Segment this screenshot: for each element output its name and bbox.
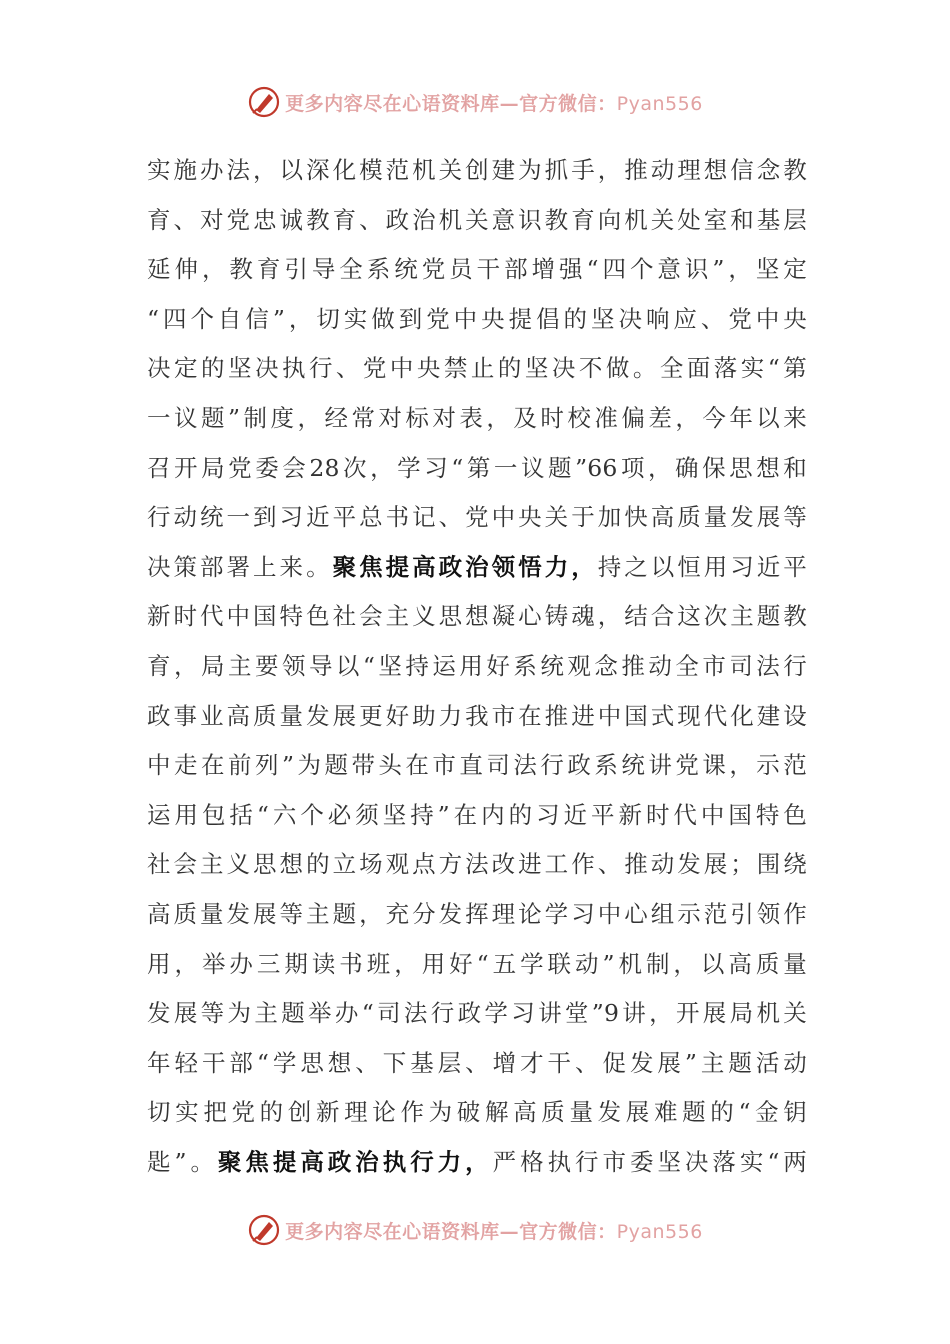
body-line: 召开局党委会28次，学习“第一议题”66项，确保思想和	[147, 453, 807, 482]
pen-nib-logo-icon	[247, 1213, 281, 1247]
header-watermark-banner	[0, 82, 950, 122]
body-line: 育、对党忠诚教育、政治机关意识教育向机关处室和基层	[147, 205, 807, 234]
body-line: 实施办法，以深化模范机关创建为抓手，推动理想信念教	[147, 156, 807, 184]
body-line: 高质量发展等主题，充分发挥理论学习中心组示范引领作	[147, 899, 807, 928]
body-line: 中走在前列”为题带头在市直司法行政系统讲党课，示范	[147, 751, 807, 780]
body-line: 新时代中国特色社会主义思想凝心铸魂，结合这次主题教	[147, 602, 807, 631]
body-line: 发展等为主题举办“司法行政学习讲堂”9讲，开展局机关	[147, 999, 807, 1028]
body-line: 一议题”制度，经常对标对表，及时校准偏差，今年以来	[147, 403, 807, 432]
body-line: 社会主义思想的立场观点方法改进工作、推动发展；围绕	[147, 850, 807, 879]
watermark-text-cn: 更多内容尽在心语资料库—官方微信：	[285, 92, 617, 115]
body-line: 延伸，教育引导全系统党员干部增强“四个意识”，坚定	[147, 255, 807, 284]
body-line: 用，举办三期读书班，用好“五学联动”机制，以高质量	[147, 949, 807, 978]
watermark-text-wechat-id: Pyan556	[616, 1220, 703, 1243]
bold-heading-political-comprehension: 聚焦提高政治领悟力，	[332, 552, 598, 581]
body-line-with-bold-heading: 决策部署上来。聚焦提高政治领悟力，持之以恒用习近平	[147, 552, 808, 581]
document-body	[147, 146, 807, 1187]
body-line: 年轻干部“学思想、下基层、增才干、促发展”主题活动	[147, 1048, 807, 1077]
body-line: 育，局主要领导以“坚持运用好系统观念推动全市司法行	[147, 651, 807, 680]
body-line: “四个自信”，切实做到党中央提倡的坚决响应、党中央	[147, 304, 807, 333]
body-line: 切实把党的创新理论作为破解高质量发展难题的“金钥	[147, 1098, 807, 1127]
body-line-with-bold-heading: 匙”。聚焦提高政治执行力，严格执行市委坚决落实“两	[147, 1147, 807, 1176]
pen-nib-logo-icon	[247, 85, 281, 119]
watermark-text	[285, 89, 703, 116]
body-line: 政事业高质量发展更好助力我市在推进中国式现代化建设	[147, 701, 807, 730]
watermark-text-cn: 更多内容尽在心语资料库—官方微信：	[285, 1220, 617, 1243]
body-line: 运用包括“六个必须坚持”在内的习近平新时代中国特色	[147, 800, 807, 829]
bold-heading-political-execution: 聚焦提高政治执行力，	[217, 1147, 493, 1176]
body-line: 决定的坚决执行、党中央禁止的坚决不做。全面落实“第	[147, 354, 807, 383]
footer-watermark-banner	[0, 1210, 950, 1250]
watermark-text	[285, 1217, 703, 1244]
watermark-text-wechat-id: Pyan556	[616, 92, 703, 115]
body-line: 行动统一到习近平总书记、党中央关于加快高质量发展等	[147, 503, 807, 532]
